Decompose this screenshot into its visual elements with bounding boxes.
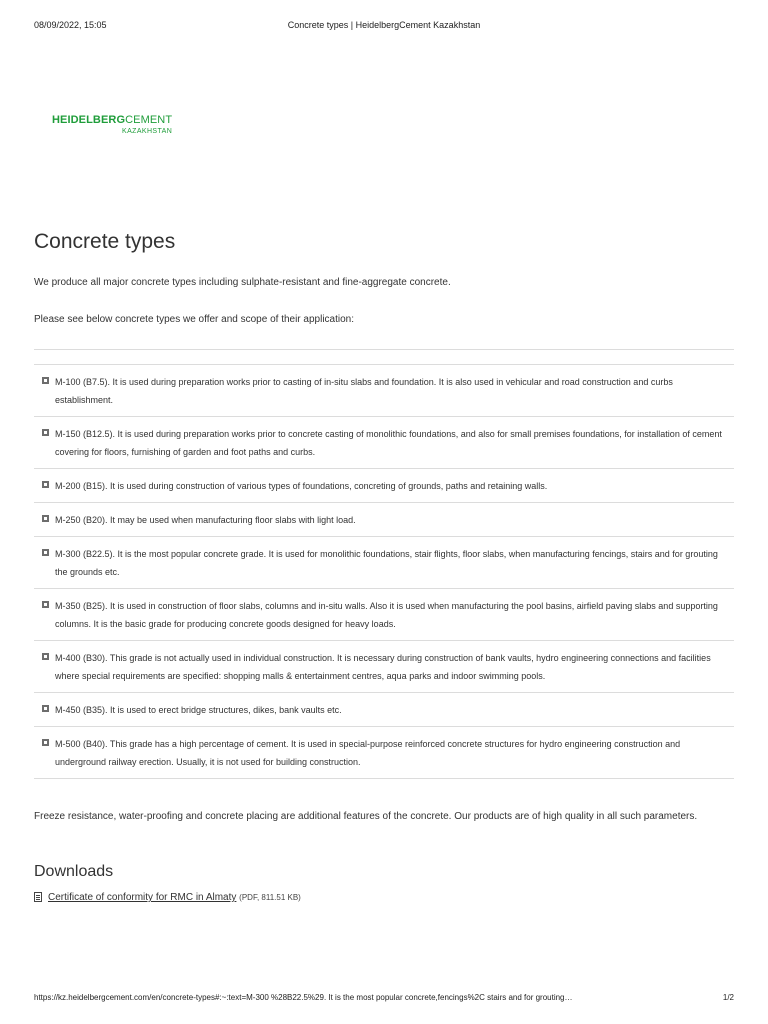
bullet-icon <box>42 739 49 746</box>
print-footer <box>34 993 734 1005</box>
bullet-icon <box>42 481 49 488</box>
bullet-icon <box>42 515 49 522</box>
bullet-icon <box>42 429 49 436</box>
bullet-icon <box>42 601 49 608</box>
concrete-types-list <box>34 364 734 779</box>
bullet-icon <box>42 549 49 556</box>
print-page-title: Concrete types | HeidelbergCement Kazakhstan <box>287 20 481 30</box>
list-item <box>34 693 734 727</box>
bullet-icon <box>42 653 49 660</box>
list-item <box>34 503 734 537</box>
list-item-text: M-350 (B25). It is used in construction of floor slabs, columns and in-situ walls. Also it is used when manufacturing the pool basins, airfield paving slabs and supporting columns. It is the basic grade for producing concrete goods designed for heavy loads. <box>55 601 718 629</box>
list-item <box>34 537 734 589</box>
list-item <box>34 417 734 469</box>
download-item <box>34 892 301 906</box>
document-icon <box>34 892 42 902</box>
bullet-icon <box>42 377 49 384</box>
intro-paragraph-2: Please see below concrete types we offer and scope of their application: <box>34 314 355 325</box>
list-item-text: M-400 (B30). This grade is not actually used in individual construction. It is necessary during construction of bank vaults, hydro engineering connections and facilities where special requirements are specified: shopping malls & entertainment centres, aqua parks and indoor swimming pools. <box>55 653 711 681</box>
list-item <box>34 589 734 641</box>
list-item-text: M-100 (B7.5). It is used during preparation works prior to casting of in-situ slabs and foundation. It is also used in vehicular and road construction and curbs establishment. <box>55 377 673 405</box>
heidelbergcement-logo[interactable] <box>52 114 172 136</box>
list-item-text: M-250 (B20). It may be used when manufacturing floor slabs with light load. <box>55 515 356 525</box>
page-number: 1/2 <box>722 993 734 1002</box>
certificate-download-link[interactable]: Certificate of conformity for RMC in Almaty <box>48 892 237 903</box>
list-item-text: M-500 (B40). This grade has a high percentage of cement. It is used in special-purpose reinforced concrete structures for hydro engineering construction and underground railway erection. Usually, it is not used for building construction. <box>55 739 681 767</box>
list-item-text: M-150 (B12.5). It is used during preparation works prior to concrete casting of monolithic foundations, and also for small premises foundations, for installation of cement covering for floors, furnishing of garden and foot paths and curbs. <box>55 429 722 457</box>
divider <box>34 349 734 350</box>
bullet-icon <box>42 705 49 712</box>
list-item <box>34 727 734 779</box>
print-header <box>34 20 734 32</box>
print-date: 08/09/2022, 15:05 <box>34 20 107 30</box>
print-url: https://kz.heidelbergcement.com/en/concrete-types#:~:text=M-300 %28B22.5%29. It is the most popular concrete,fencings%2C stairs and for grouting… <box>34 993 573 1002</box>
features-paragraph: Freeze resistance, water-proofing and concrete placing are additional features of the concrete. Our products are of high quality in all such parameters. <box>34 811 698 822</box>
page-title: Concrete types <box>34 230 176 253</box>
list-item-text: M-450 (B35). It is used to erect bridge structures, dikes, bank vaults etc. <box>55 705 342 715</box>
intro-paragraph: We produce all major concrete types including sulphate-resistant and fine-aggregate concrete. <box>34 277 451 288</box>
list-item-text: M-300 (B22.5). It is the most popular concrete grade. It is used for monolithic foundations, stair flights, floor slabs, when manufacturing fencings, stairs and for grouting the grounds etc. <box>55 549 718 577</box>
list-item <box>34 469 734 503</box>
file-meta: (PDF, 811.51 KB) <box>239 893 301 902</box>
logo-text-regular: CEMENT <box>125 114 173 126</box>
downloads-heading: Downloads <box>34 863 114 880</box>
list-item-text: M-200 (B15). It is used during construction of various types of foundations, concreting of grounds, paths and retaining walls. <box>55 481 548 491</box>
list-item <box>34 641 734 693</box>
logo-text-bold: HEIDELBERG <box>52 114 126 126</box>
list-item <box>34 365 734 417</box>
logo-subtext: KAZAKHSTAN <box>122 128 173 135</box>
